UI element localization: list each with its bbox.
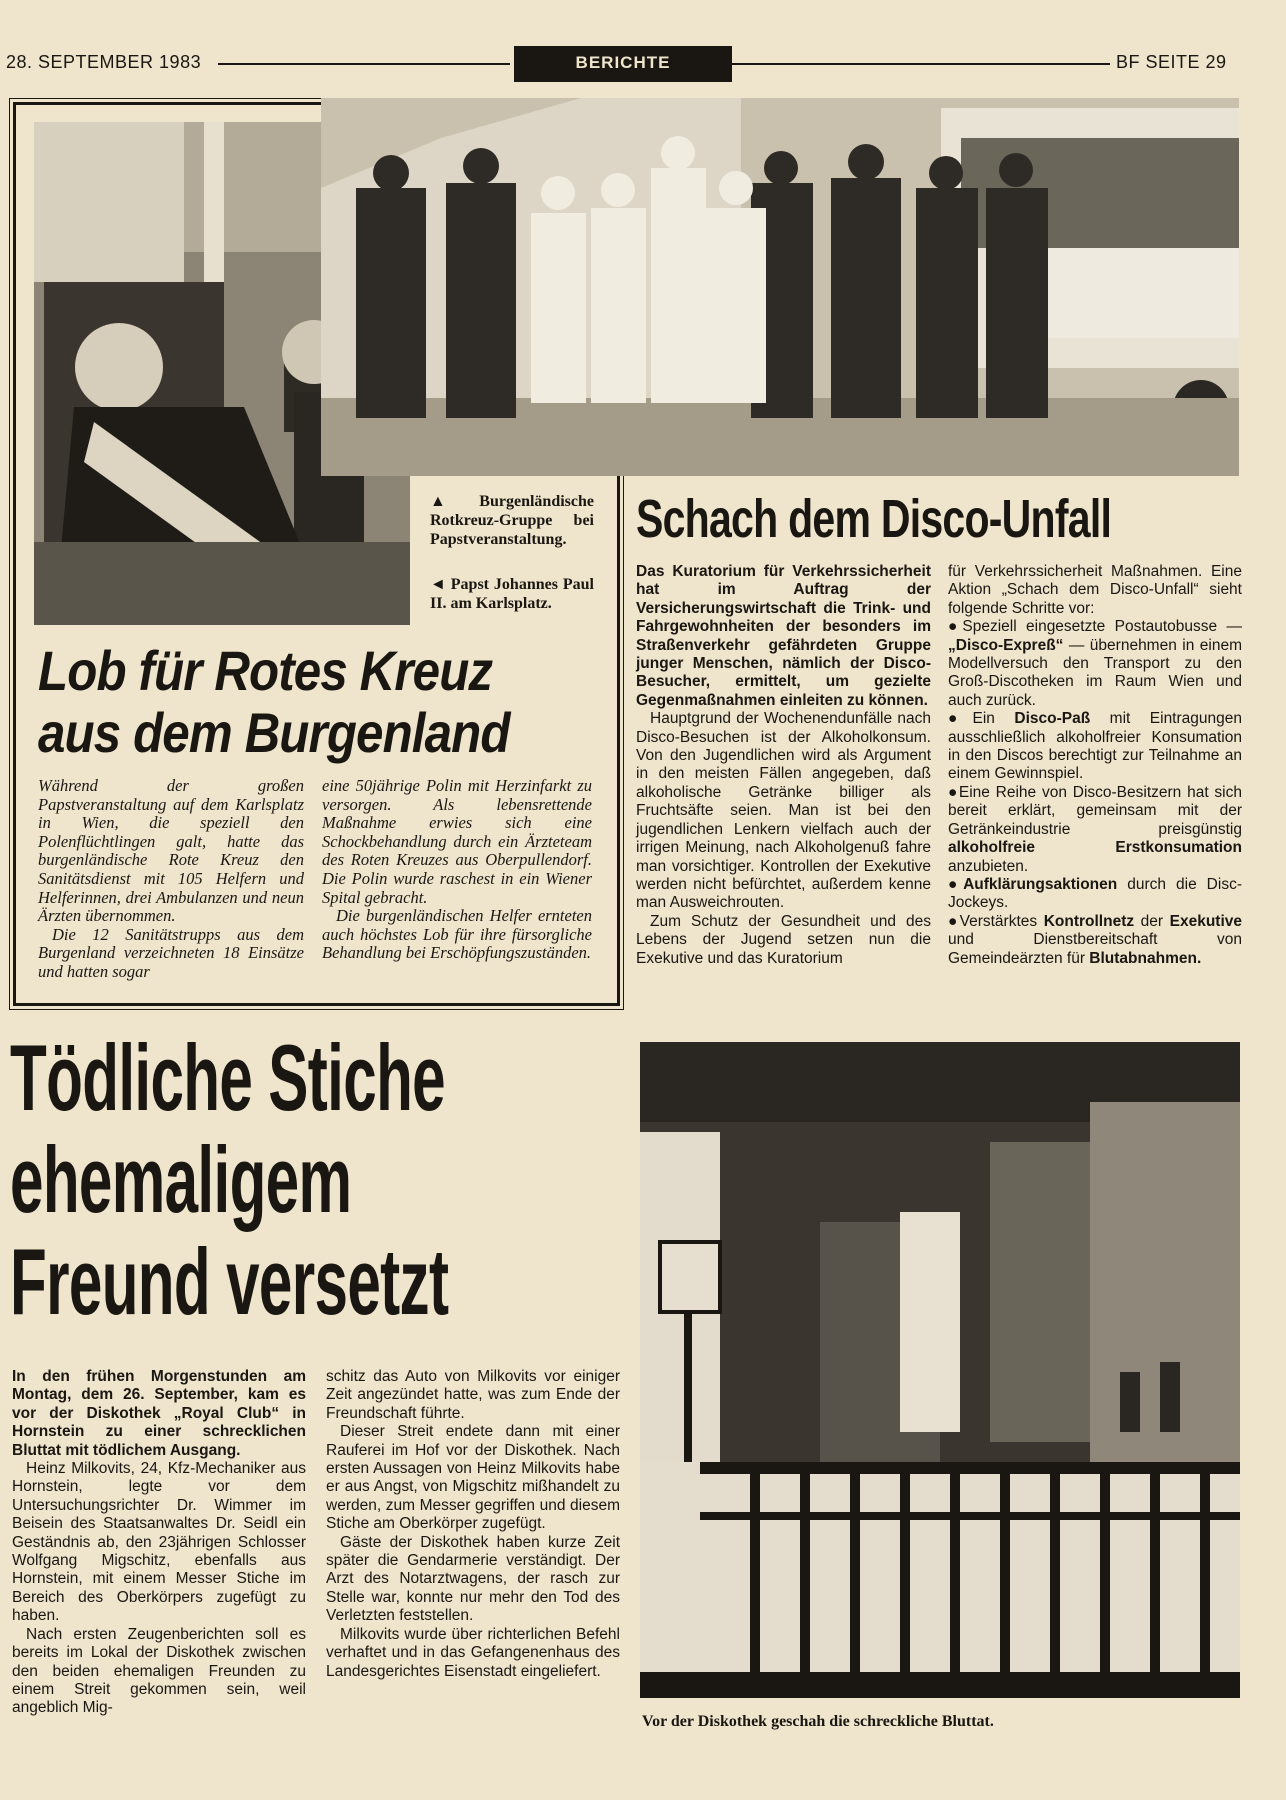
- group-photo-caption: ▲ Burgenländische Rotkreuz-Gruppe bei Papstveranstaltung.: [430, 493, 594, 548]
- section-label: BERICHTE: [514, 46, 732, 82]
- stiche-col2-p1: schitz das Auto von Milkovits vor einiger Zeit angezündet hatte, was zum Ende der Freundschaft führte.: [326, 1368, 620, 1422]
- bullet3-bold: alkoholfreie Erstkonsumation: [948, 839, 1242, 857]
- rotkreuz-body-col2: [322, 777, 592, 963]
- stiche-col2-p3: Gäste der Diskothek haben kurze Zeit später die Gendarmerie verständigt. Der Arzt des Notarztwagens, der rasch zur Stelle war, konnte nur mehr den Tod des Verletzten feststellen.: [326, 1533, 620, 1625]
- stiche-col2-p4: Milkovits wurde über richterlichen Befehl verhaftet und in das Gefangenenhaus des Landesgerichtes Eisenstadt eingeliefert.: [326, 1625, 620, 1680]
- disco-bullet-4: [948, 876, 1242, 913]
- redcross-group-photo: [321, 98, 1239, 476]
- bullet5-bold3: Blutabnahmen.: [1089, 949, 1202, 967]
- disco-bullet-3: [948, 784, 1242, 876]
- bullet4-rest: durch die Disc-Jockeys.: [948, 875, 1242, 912]
- rotkreuz-p2: Die 12 Sanitätstrupps aus dem Burgenland verzeichneten 18 Einsätze und hatten sogar: [38, 924, 304, 981]
- bullet2-rest: mit Eintragungen ausschließlich alkoholfreier Konsumation in den Discos berechtigt zur Teilnahme an einem Gewinnspiel.: [948, 710, 1242, 783]
- page-number: BF SEITE 29: [1116, 52, 1227, 72]
- bullet4-bold: Aufklärungsaktionen: [963, 875, 1118, 893]
- disco-bullet-2: [948, 710, 1242, 784]
- issue-date: 28. SEPTEMBER 1983: [6, 52, 202, 72]
- stiche-headline-2: ehemaligem: [10, 1127, 352, 1232]
- bullet2-bold: Disco-Paß: [1014, 710, 1091, 728]
- bullet1-text: ●Speziell eingesetzte Postautobusse —: [948, 618, 1242, 636]
- disco-headline: Schach dem Disco-Unfall: [636, 489, 1112, 549]
- disco-p2: Hauptgrund der Wochenendunfälle nach Disco-Besuchen ist der Alkoholkonsum. Von den Jugendlichen wird als Argument in den meisten Fällen angegeben, daß alkoholische Getränke billiger als Fruchtsäfte seien. Man ist bei den jugendlichen Lenkern vielfach auch der irrigen Meinung, nach Alkoholgenuß fahre man vorsichtiger. Kontrollen der Exekutive werden nicht befürchtet, außerdem kenne man Ausweichrouten.: [636, 710, 931, 912]
- disco-col2-intro: für Verkehrssicherheit Maßnahmen. Eine Aktion „Schach dem Disco-Unfall“ sieht folgende Schritte vor:: [948, 563, 1242, 617]
- discotheque-photo-caption: Vor der Diskothek geschah die schreckliche Bluttat.: [642, 1713, 994, 1730]
- bullet3-rest: anzubieten.: [948, 857, 1029, 875]
- rotkreuz-headline-1: Lob für Rotes Kreuz: [38, 639, 493, 702]
- masthead-rule-right: [730, 63, 1110, 65]
- disco-p3: Zum Schutz der Gesundheit und des Lebens der Jugend setzen nun die Exekutive und das Kuratorium: [636, 912, 931, 967]
- rotkreuz-p3: eine 50jährige Polin mit Herzinfarkt zu versorgen. Als lebensrettende Maßnahme erwies sich eine Schockbehandlung durch ein Ärzteteam des Roten Kreuzes aus Oberpullendorf. Die Polin wurde raschest in ein Wiener Spital gebracht.: [322, 776, 592, 907]
- bullet5-bold2: Exekutive: [1169, 912, 1243, 930]
- bullet3-text: ●Eine Reihe von Disco-Besitzern hat sich bereit erklärt, gemeinsam mit der Getränkeindustrie preisgünstig: [948, 783, 1242, 838]
- masthead-rule-left: [218, 63, 510, 65]
- disco-bullet-1: [948, 618, 1242, 710]
- bullet5-mid: der: [1134, 912, 1170, 930]
- stiche-col1: [12, 1368, 306, 1718]
- stiche-lead: In den frühen Morgenstunden am Montag, dem 26. September, kam es vor der Diskothek „Royal Club“ in Hornstein zu einer schrecklichen Bluttat mit tödlichem Ausgang.: [12, 1368, 306, 1459]
- bullet4-dot: ●: [948, 875, 964, 893]
- disco-bullet-5: [948, 913, 1242, 968]
- discotheque-image: [640, 1042, 1240, 1698]
- rotkreuz-p4: Die burgenländischen Helfer ernteten auch höchstes Lob für ihre fürsorgliche Behandlung bei Erschöpfungszuständen.: [322, 906, 592, 963]
- rotkreuz-p1: Während der großen Papstveranstaltung auf dem Karlsplatz in Wien, die speziell den Polenflüchtlingen galt, hatte das burgenländische Rote Kreuz den Sanitätsdienst mit 105 Helfern und Helferinnen, drei Ambulanzen und neun Ärzten übernommen.: [38, 776, 304, 926]
- stiche-p3: Nach ersten Zeugenberichten soll es bereits im Lokal der Diskothek zwischen den beiden ehemaligen Freunden zu einem Streit gekommen sein, weil angeblich Mig-: [12, 1625, 306, 1717]
- stiche-p2: Heinz Milkovits, 24, Kfz-Mechaniker aus Hornstein, legte vor dem Untersuchungsrichter Dr. Wimmer im Beisein des Staatsanwaltes Dr. Seidl ein Geständnis ab, den 23jährigen Schlosser Wolfgang Migschitz, ebenfalls aus Hornstein, mit einem Messer Stiche im Bereich des Oberkörpers zugefügt zu haben.: [12, 1460, 306, 1625]
- bullet5-mid2: und Dienstbereitschaft von Gemeindeärzten für: [948, 931, 1242, 967]
- stiche-headline-1: Tödliche Stiche: [10, 1025, 445, 1130]
- bullet2-text: ●Ein: [948, 710, 1015, 728]
- pope-photo-caption: ◄ Papst Johannes Paul II. am Karlsplatz.: [430, 576, 594, 612]
- discotheque-photo: [640, 1042, 1240, 1698]
- disco-lead: Das Kuratorium für Verkehrssicherheit hat im Auftrag der Versicherungswirtschaft die Trink- und Fahrgewohnheiten der besonders im Straßenverkehr gefährdeten Gruppe junger Menschen, nämlich der Disco-Besucher, ermittelt, um gezielte Gegenmaßnahmen einleiten zu können.: [636, 563, 931, 709]
- stiche-col2: [326, 1368, 620, 1681]
- stiche-headline-3: Freund versetzt: [10, 1229, 449, 1334]
- disco-col1: [636, 563, 931, 968]
- redcross-group-image: [321, 98, 1239, 476]
- bullet1-bold: „Disco-Expreß“: [948, 636, 1064, 654]
- bullet5-text: ●Verstärktes: [948, 912, 1044, 930]
- bullet1-rest: — übernehmen in einem Modellversuch den Transport zu den Groß-Discotheken im Raum Wien und auch zurück.: [948, 636, 1242, 709]
- bullet5-bold1: Kontrollnetz: [1043, 912, 1135, 930]
- disco-col2: [948, 563, 1242, 968]
- rotkreuz-headline-2: aus dem Burgenland: [38, 701, 510, 764]
- rotkreuz-body-col1: [38, 777, 304, 982]
- stiche-col2-p2: Dieser Streit endete dann mit einer Rauferei im Hof vor der Diskothek. Nach ersten Aussagen von Heinz Milkovits habe er aus Angst, von Migschitz mißhandelt zu werden, zum Messer gegriffen und diesem Stiche am Oberkörper zugefügt.: [326, 1423, 620, 1533]
